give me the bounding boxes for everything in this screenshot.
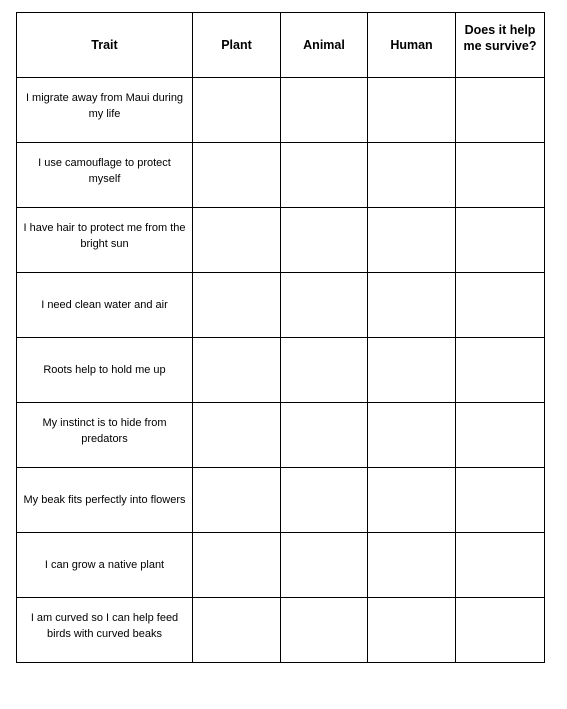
trait-cell: I need clean water and air <box>17 273 193 338</box>
animal-cell[interactable] <box>281 273 368 338</box>
header-human: Human <box>368 13 456 78</box>
survive-cell[interactable] <box>456 208 545 273</box>
human-cell[interactable] <box>368 403 456 468</box>
survive-cell[interactable] <box>456 273 545 338</box>
human-cell[interactable] <box>368 273 456 338</box>
animal-cell[interactable] <box>281 533 368 598</box>
human-cell[interactable] <box>368 338 456 403</box>
table-row <box>17 403 545 468</box>
header-trait: Trait <box>17 13 193 78</box>
animal-cell[interactable] <box>281 598 368 663</box>
header-plant: Plant <box>193 13 281 78</box>
animal-cell[interactable] <box>281 468 368 533</box>
traits-table <box>16 12 545 663</box>
survive-cell[interactable] <box>456 468 545 533</box>
header-row <box>17 13 545 78</box>
human-cell[interactable] <box>368 78 456 143</box>
survive-cell[interactable] <box>456 403 545 468</box>
survive-cell[interactable] <box>456 533 545 598</box>
trait-cell: Roots help to hold me up <box>17 338 193 403</box>
worksheet <box>16 12 544 662</box>
animal-cell[interactable] <box>281 143 368 208</box>
plant-cell[interactable] <box>193 403 281 468</box>
trait-cell: I use camouflage to protect myself <box>17 143 193 208</box>
header-survive: Does it help me survive? <box>456 13 545 78</box>
plant-cell[interactable] <box>193 533 281 598</box>
table-row <box>17 78 545 143</box>
animal-cell[interactable] <box>281 208 368 273</box>
table-row <box>17 143 545 208</box>
plant-cell[interactable] <box>193 468 281 533</box>
table-row <box>17 208 545 273</box>
human-cell[interactable] <box>368 598 456 663</box>
human-cell[interactable] <box>368 208 456 273</box>
table-row <box>17 338 545 403</box>
table-row <box>17 468 545 533</box>
animal-cell[interactable] <box>281 78 368 143</box>
trait-cell: I migrate away from Maui during my life <box>17 78 193 143</box>
human-cell[interactable] <box>368 468 456 533</box>
animal-cell[interactable] <box>281 403 368 468</box>
trait-cell: I have hair to protect me from the bright sun <box>17 208 193 273</box>
trait-cell: I can grow a native plant <box>17 533 193 598</box>
table-row <box>17 273 545 338</box>
plant-cell[interactable] <box>193 598 281 663</box>
survive-cell[interactable] <box>456 78 545 143</box>
trait-cell: I am curved so I can help feed birds with curved beaks <box>17 598 193 663</box>
plant-cell[interactable] <box>193 338 281 403</box>
table-row <box>17 533 545 598</box>
survive-cell[interactable] <box>456 338 545 403</box>
plant-cell[interactable] <box>193 273 281 338</box>
survive-cell[interactable] <box>456 598 545 663</box>
human-cell[interactable] <box>368 533 456 598</box>
header-animal: Animal <box>281 13 368 78</box>
plant-cell[interactable] <box>193 143 281 208</box>
animal-cell[interactable] <box>281 338 368 403</box>
plant-cell[interactable] <box>193 78 281 143</box>
survive-cell[interactable] <box>456 143 545 208</box>
plant-cell[interactable] <box>193 208 281 273</box>
trait-cell: My instinct is to hide from predators <box>17 403 193 468</box>
human-cell[interactable] <box>368 143 456 208</box>
table-row <box>17 598 545 663</box>
trait-cell: My beak fits perfectly into flowers <box>17 468 193 533</box>
